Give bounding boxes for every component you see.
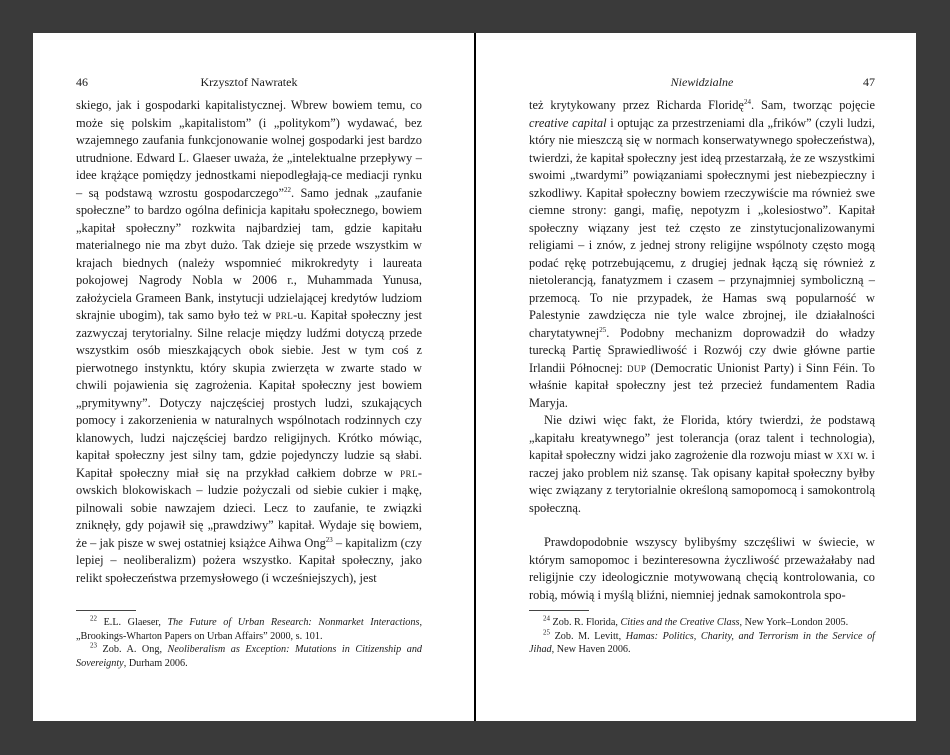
footnotes-right (529, 616, 875, 657)
paragraph: Prawdopodobnie wszyscy bylibyśmy szczęśliwi w świecie, w którym samopomoc i bezinteresowna życzliwość przeważałaby nad religijnie czy ideologicznie motywowaną chęcią kontrolowania, co robią, mówią i myślą bliźni, niemniej jednak samokontrola spo- (529, 535, 875, 602)
footnotes-left (76, 616, 422, 670)
left-page (33, 33, 474, 721)
body-text-right (529, 97, 875, 604)
running-head-title: Niewidzialne (670, 75, 734, 89)
footnote: $^{23}$ Zob. A. Ong, Neoliberalism as Exception: Mutations in Citizenship and Sovereignty, Durham 2006. (76, 641, 423, 669)
page-number-right: 47 (863, 75, 875, 89)
footnote: $^{25}$ Zob. M. Levitt, Hamas: Politics, Charity, and Terrorism in the Service of Jihad, New Haven 2006. (529, 628, 875, 656)
page-number-left: 46 (76, 75, 88, 89)
footnote: $^{22}$ E.L. Glaeser, The Future of Urban Research: Nonmarket Interactions, „Brookings-Wharton Papers on Urban Affairs” 2000, s. 101. (76, 614, 422, 642)
paragraph: też krytykowany przez Richarda Floridę$^{24}$. Sam, tworząc pojęcie creative capital i optując za przestrzeniami dla „frików” (czyli ludzi, który nie mieszczą się w normach konserwatywnego społeczeństwa), twierdzi, że kapitał społeczny jest ideą przestarzałą, że ze wszystkimi swoimi „twardymi” powiązaniami społecznymi jest niebezpieczny i szkodliwy. Kapitał społeczny bowiem rzeczywiście ma również swe ciemne strony: gangi, mafię, nepotyzm i „kolesiostwo”. Kapitał społeczny wiązany jest też często ze zinstytucjonalizowanymi religiami – i znów, z jednej strony religijne wspólnoty często mogą podać rękę potrzebującemu, z drugiej jednak łączą się również z nietolerancją, fanatyzmem i czasem – przynajmniej symboliczną – przemocą. To nie przypadek, że Hamas swą popularność w Palestynie zawdzięcza nie tyle walce zbrojnej, ile działalności charytatywnej$^{25}$. Podobny mechanizm doprowadził do władzy turecką Partię Sprawiedliwość i Rozwój czy dwie główne partie Irlandii Północnej: dup (Democratic Unionist Party) i Sinn Féin. To właśnie kapitał społeczny jest też przecież fundamentem Radia Maryja. (529, 97, 875, 410)
footnote: $^{24}$ Zob. R. Florida, Cities and the Creative Class, New York–London 2005. (543, 614, 849, 628)
running-head-author: Krzysztof Nawratek (200, 75, 298, 89)
paragraph: skiego, jak i gospodarki kapitalistycznej. Wbrew bowiem temu, co może się polskim „kapitalistom” (i „politykom”) wydawać, bez wzajemnego zaufania funkcjonowanie wolnej gospodarki jest bardzo utrudnione. Edward L. Glaeser uważa, że „intelektualne przepływy – idee krążące pomiędzy jednostkami niepodległają-ce mediacji rynku – są podstawą wzrostu gospodarczego”$^{22}$. Samo jednak „zaufanie społeczne” to bardzo ogólna definicja kapitału społecznego, bowiem „kapitał społeczny” rozkwita najbardziej tam, gdzie kapitału materialnego nie ma zbyt dużo. Tak dzieje się przede wszystkim w krajach biednych (należy wspomnieć mikrokredyty i laureata pokojowej Nagrody Nobla w 2006 r., Muhammada Yunusa, założyciela Grameen Bank, instytucji udzielającej kredytów ludziom skrajnie ubogim), tak samo było też w prl-u. Kapitał społeczny jest zazwyczaj terytorialny. Silne relacje między ludźmi dotyczą przede wszystkim osób mieszkających obok siebie. Jest w tym coś z pierwotnego instynktu, który skupia zwierzęta w zwarte stado w chwili pojawienia się zagrożenia. Kapitał społeczny jest bowiem „prymitywny”. Dotyczy najczęściej prostych ludzi, szukających pomocy i zakorzenienia w naturalnych wspólnotach rodzinnych czy klanowych, ludzi najczęściej bardzo religijnych. Krótko mówiąc, kapitał społeczny jest silny tam, gdzie pojedynczy ludzie są słabi. Kapitał społeczny miał się na przykład całkiem dobrze w prl-owskich blokowiskach – ludzie pożyczali od siebie cukier i mąkę, pilnowali sobie nawzajem dzieci. Lecz to zaufanie, te związki zniknęły, gdy pojawił się „prawdziwy” kapitał. Wydaje się bowiem, że – jak pisze w swej ostatniej książce Aihwa Ong$^{23}$ – kapitalizm (czy lepiej – neoliberalizm) pożera wszystko. Kapitał społeczny, jako relikt społeczeństwa przemysłowego (i wcześniejszych), jest (76, 98, 423, 585)
paragraph: Nie dziwi więc fakt, że Florida, który twierdzi, że podstawą „kapitału kreatywnego” jest tolerancja (oraz talent i technologia), kapitał społeczny widzi jako zagrożenie dla rozwoju miast w xxi w. i raczej jako problem niż szansę. Tak opisany kapitał społeczny byłby więc związany z terytorialnie określoną samopomocą i samokontrolą społeczną. (529, 413, 875, 515)
body-text-left (76, 97, 422, 587)
footnote-rule (529, 610, 589, 611)
footnote-rule (76, 610, 136, 611)
right-page (476, 33, 916, 721)
